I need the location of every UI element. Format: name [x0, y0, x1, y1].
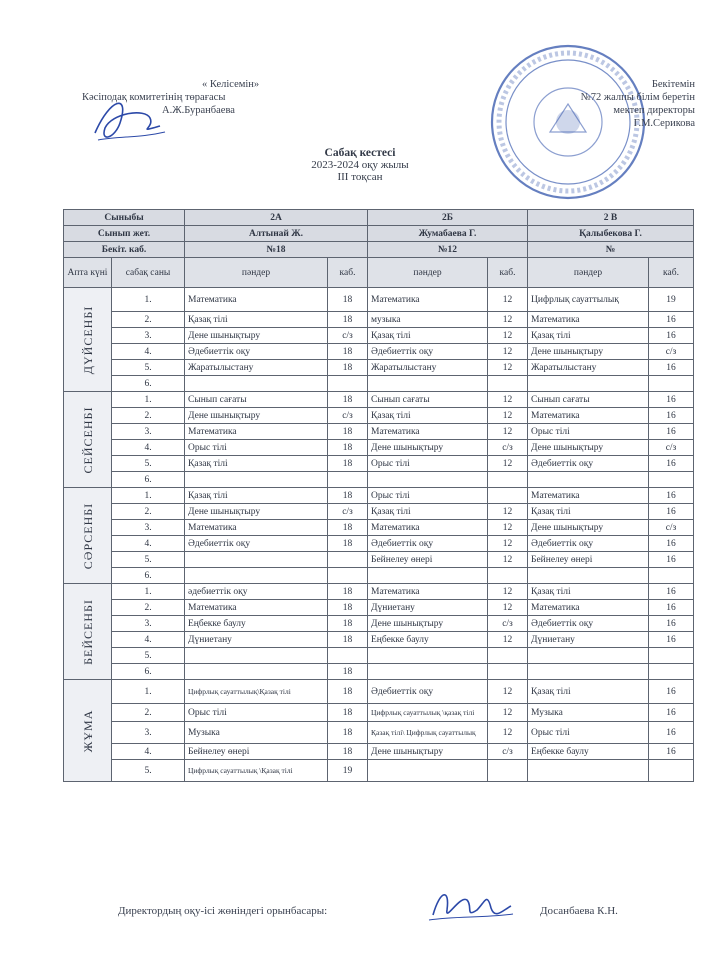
cab-2v: 16: [649, 408, 694, 424]
subject-2v: [528, 760, 649, 782]
cab-2v: 16: [649, 680, 694, 704]
cab-2v: 16: [649, 744, 694, 760]
subject-2b: музыка: [368, 312, 488, 328]
cab-2b: [488, 568, 528, 584]
cab-2b: [488, 376, 528, 392]
cab-2a: 18: [328, 584, 368, 600]
lesson-number: 4.: [112, 632, 185, 648]
footer-position: Директордың оқу-ісі жөніндегі орынбасары:: [118, 905, 328, 917]
cab-2b: [488, 760, 528, 782]
schedule-row: [64, 568, 694, 584]
cab-2v: с/з: [649, 440, 694, 456]
cab-2a: 18: [328, 520, 368, 536]
subject-2v: Сынып сағаты: [528, 392, 649, 408]
cab-2b: [488, 648, 528, 664]
cab-2a: 18: [328, 536, 368, 552]
cab-2a: с/з: [328, 328, 368, 344]
cab-2v: 16: [649, 584, 694, 600]
cab-2v: 16: [649, 424, 694, 440]
subject-2v: Дене шынықтыру: [528, 520, 649, 536]
approval-left-line2: Кәсіподақ комитетінің төрағасы: [82, 92, 226, 103]
header-day: Апта күні: [64, 258, 112, 288]
day-cell: [64, 584, 112, 680]
cab-2a: [328, 648, 368, 664]
cab-2a: [328, 376, 368, 392]
header-class-2a: 2А: [185, 210, 368, 226]
cab-2v: [649, 568, 694, 584]
cab-2a: 18: [328, 360, 368, 376]
schedule-row: [64, 600, 694, 616]
subject-2a: Цифрлық сауаттылық\Қазақ тілі: [185, 680, 328, 704]
cab-2a: 18: [328, 424, 368, 440]
cab-2a: [328, 472, 368, 488]
lesson-number: 1.: [112, 288, 185, 312]
cab-2v: [649, 648, 694, 664]
subject-2v: Қазақ тілі: [528, 504, 649, 520]
cab-2a: 18: [328, 456, 368, 472]
lesson-number: 1.: [112, 392, 185, 408]
schedule-row: [64, 312, 694, 328]
lesson-number: 5.: [112, 648, 185, 664]
schedule-row: [64, 408, 694, 424]
cab-2v: 16: [649, 312, 694, 328]
signature-footer: [425, 880, 515, 930]
subject-2a: Дүниетану: [185, 632, 328, 648]
header-lesson-num: сабақ саны: [112, 258, 185, 288]
cab-2a: 18: [328, 600, 368, 616]
subject-2b: Еңбекке баулу: [368, 632, 488, 648]
lesson-number: 1.: [112, 584, 185, 600]
day-label: СЕЙСЕНБІ: [80, 406, 95, 473]
cab-2v: 16: [649, 616, 694, 632]
subject-2v: [528, 376, 649, 392]
subject-2v: Дене шынықтыру: [528, 440, 649, 456]
header-class-2b: 2Б: [368, 210, 528, 226]
cab-2v: [649, 472, 694, 488]
subject-2a: [185, 472, 328, 488]
lesson-number: 2.: [112, 600, 185, 616]
subject-2b: Сынып сағаты: [368, 392, 488, 408]
header-subject-2a: пәндер: [185, 258, 328, 288]
cab-2b: 12: [488, 536, 528, 552]
teacher-2v: Қалыбекова Г.: [528, 226, 694, 242]
day-label: СӘРСЕНБІ: [80, 502, 95, 569]
subject-2a: Әдебиеттік оқу: [185, 536, 328, 552]
lesson-number: 5.: [112, 760, 185, 782]
schedule-row: [64, 360, 694, 376]
subject-2b: [368, 472, 488, 488]
subject-2b: Дене шынықтыру: [368, 440, 488, 456]
room-2a: №18: [185, 242, 368, 258]
header-class-label: Сыныбы: [64, 210, 185, 226]
cab-2v: 16: [649, 600, 694, 616]
subject-2v: Математика: [528, 600, 649, 616]
lesson-number: 6.: [112, 376, 185, 392]
subject-2a: [185, 648, 328, 664]
schedule-row: [64, 472, 694, 488]
subject-2a: Математика: [185, 600, 328, 616]
header-subject-2b: пәндер: [368, 258, 488, 288]
subject-2a: Дене шынықтыру: [185, 328, 328, 344]
subject-2b: [368, 376, 488, 392]
cab-2v: 16: [649, 552, 694, 568]
subject-2v: Әдебиеттік оқу: [528, 536, 649, 552]
schedule-row: [64, 344, 694, 360]
title-year: 2023-2024 оқу жылы: [311, 159, 409, 171]
header-teacher-label: Сынып жет.: [64, 226, 185, 242]
cab-2v: 16: [649, 536, 694, 552]
teacher-2a: Алтынай Ж.: [185, 226, 368, 242]
subject-2b: Әдебиеттік оқу: [368, 344, 488, 360]
cab-2b: [488, 472, 528, 488]
header-cab-2v: каб.: [649, 258, 694, 288]
cab-2a: 18: [328, 440, 368, 456]
cab-2b: 12: [488, 288, 528, 312]
lesson-number: 5.: [112, 456, 185, 472]
subject-2a: Жаратылыстану: [185, 360, 328, 376]
lesson-number: 2.: [112, 504, 185, 520]
lesson-number: 5.: [112, 552, 185, 568]
schedule-row: [64, 648, 694, 664]
header-cab-2b: каб.: [488, 258, 528, 288]
lesson-number: 3.: [112, 520, 185, 536]
cab-2a: 18: [328, 288, 368, 312]
cab-2v: 16: [649, 632, 694, 648]
cab-2a: [328, 552, 368, 568]
subject-2a: Орыс тілі: [185, 704, 328, 722]
lesson-number: 2.: [112, 704, 185, 722]
cab-2v: 16: [649, 360, 694, 376]
title-term: ІІІ тоқсан: [337, 171, 383, 183]
lesson-number: 1.: [112, 680, 185, 704]
lesson-number: 3.: [112, 616, 185, 632]
cab-2a: 19: [328, 760, 368, 782]
cab-2b: 12: [488, 344, 528, 360]
room-2b: №12: [368, 242, 528, 258]
header-room-label: Бекіт. каб.: [64, 242, 185, 258]
schedule-row: [64, 456, 694, 472]
day-cell: [64, 288, 112, 392]
approval-right: [470, 78, 695, 130]
lesson-number: 6.: [112, 664, 185, 680]
schedule-row: [64, 504, 694, 520]
room-2v: №: [528, 242, 694, 258]
cab-2a: 18: [328, 488, 368, 504]
lesson-number: 3.: [112, 722, 185, 744]
cab-2v: 16: [649, 392, 694, 408]
cab-2a: 18: [328, 312, 368, 328]
cab-2b: 12: [488, 504, 528, 520]
header-row-teacher: [64, 226, 694, 242]
subject-2v: Қазақ тілі: [528, 584, 649, 600]
subject-2v: Жаратылыстану: [528, 360, 649, 376]
cab-2b: 12: [488, 722, 528, 744]
subject-2a: Математика: [185, 424, 328, 440]
day-cell: [64, 488, 112, 584]
subject-2b: [368, 648, 488, 664]
schedule-row: [64, 440, 694, 456]
subject-2v: Орыс тілі: [528, 424, 649, 440]
subject-2a: Қазақ тілі: [185, 312, 328, 328]
approval-left: [82, 78, 302, 117]
cab-2a: 18: [328, 616, 368, 632]
subject-2a: Бейнелеу өнері: [185, 744, 328, 760]
cab-2v: 16: [649, 704, 694, 722]
subject-2b: Әдебиеттік оқу: [368, 536, 488, 552]
cab-2v: 19: [649, 288, 694, 312]
subject-2v: [528, 472, 649, 488]
subject-2a: Дене шынықтыру: [185, 408, 328, 424]
lesson-number: 4.: [112, 440, 185, 456]
subject-2b: [368, 568, 488, 584]
approval-left-line1: « Келісемін»: [202, 79, 260, 90]
subject-2a: [185, 664, 328, 680]
cab-2b: 12: [488, 312, 528, 328]
cab-2v: 16: [649, 488, 694, 504]
approval-right-line2: №72 жалпы білім беретін: [580, 92, 695, 103]
cab-2b: 12: [488, 408, 528, 424]
header-row-class: [64, 210, 694, 226]
schedule-row: [64, 328, 694, 344]
schedule-row: [64, 584, 694, 600]
cab-2v: [649, 760, 694, 782]
cab-2b: с/з: [488, 616, 528, 632]
schedule-row: [64, 744, 694, 760]
subject-2v: Орыс тілі: [528, 722, 649, 744]
schedule-row: [64, 488, 694, 504]
schedule-row: [64, 536, 694, 552]
cab-2v: 16: [649, 504, 694, 520]
subject-2v: Еңбекке баулу: [528, 744, 649, 760]
schedule-row: [64, 520, 694, 536]
subject-2v: Математика: [528, 312, 649, 328]
cab-2b: 12: [488, 600, 528, 616]
cab-2b: 12: [488, 632, 528, 648]
cab-2b: 12: [488, 704, 528, 722]
cab-2v: 16: [649, 328, 694, 344]
subject-2a: [185, 568, 328, 584]
title-main: Сабақ кестесі: [324, 147, 396, 159]
cab-2a: 18: [328, 744, 368, 760]
subject-2a: Қазақ тілі: [185, 488, 328, 504]
subject-2v: Математика: [528, 488, 649, 504]
subject-2b: Дене шынықтыру: [368, 616, 488, 632]
schedule-row: [64, 424, 694, 440]
lesson-number: 4.: [112, 744, 185, 760]
subject-2a: Дене шынықтыру: [185, 504, 328, 520]
subject-2b: [368, 760, 488, 782]
subject-2v: Қазақ тілі: [528, 328, 649, 344]
lesson-number: 3.: [112, 424, 185, 440]
cab-2a: 18: [328, 632, 368, 648]
cab-2a: 18: [328, 704, 368, 722]
subject-2v: [528, 664, 649, 680]
schedule-row: [64, 552, 694, 568]
cab-2b: 12: [488, 680, 528, 704]
document-title: [0, 147, 720, 183]
lesson-number: 4.: [112, 344, 185, 360]
approval-right-line1: Бекітемін: [651, 79, 695, 90]
header-class-2v: 2 В: [528, 210, 694, 226]
day-cell: [64, 392, 112, 488]
cab-2a: 18: [328, 664, 368, 680]
subject-2b: Математика: [368, 520, 488, 536]
cab-2b: [488, 488, 528, 504]
schedule-row: [64, 722, 694, 744]
cab-2b: 12: [488, 456, 528, 472]
cab-2b: 12: [488, 424, 528, 440]
schedule-table: [63, 209, 694, 782]
subject-2a: Математика: [185, 288, 328, 312]
cab-2b: 12: [488, 360, 528, 376]
header-row-room: [64, 242, 694, 258]
day-label: БЕЙСЕНБІ: [80, 598, 95, 665]
footer-name: Досанбаева К.Н.: [540, 905, 618, 917]
subject-2b: Қазақ тілі: [368, 408, 488, 424]
cab-2a: [328, 568, 368, 584]
cab-2b: [488, 664, 528, 680]
subject-2v: Музыка: [528, 704, 649, 722]
schedule-row: [64, 664, 694, 680]
day-label: ДҮЙСЕНБІ: [80, 305, 95, 374]
day-cell: [64, 680, 112, 782]
schedule-row: [64, 704, 694, 722]
cab-2v: 16: [649, 456, 694, 472]
subject-2a: [185, 376, 328, 392]
lesson-number: 1.: [112, 488, 185, 504]
subject-2v: Дүниетану: [528, 632, 649, 648]
schedule-row: [64, 632, 694, 648]
subject-2b: Әдебиеттік оқу: [368, 680, 488, 704]
subject-2b: Математика: [368, 288, 488, 312]
schedule-row: [64, 616, 694, 632]
cab-2b: 12: [488, 552, 528, 568]
lesson-number: 3.: [112, 328, 185, 344]
subject-2b: Жаратылыстану: [368, 360, 488, 376]
schedule-row: [64, 376, 694, 392]
cab-2b: 12: [488, 392, 528, 408]
cab-2b: 12: [488, 520, 528, 536]
cab-2v: с/з: [649, 344, 694, 360]
subject-2b: Орыс тілі: [368, 488, 488, 504]
subject-2b: Дене шынықтыру: [368, 744, 488, 760]
lesson-number: 2.: [112, 408, 185, 424]
subject-2v: [528, 648, 649, 664]
subject-2a: Сынып сағаты: [185, 392, 328, 408]
subject-2v: Әдебиеттік оқу: [528, 616, 649, 632]
lesson-number: 2.: [112, 312, 185, 328]
header-row-columns: [64, 258, 694, 288]
lesson-number: 6.: [112, 472, 185, 488]
cab-2a: 18: [328, 722, 368, 744]
subject-2v: Әдебиеттік оқу: [528, 456, 649, 472]
schedule-row: [64, 392, 694, 408]
subject-2v: Математика: [528, 408, 649, 424]
subject-2v: Қазақ тілі: [528, 680, 649, 704]
subject-2b: Қазақ тілі: [368, 504, 488, 520]
lesson-number: 6.: [112, 568, 185, 584]
approval-left-line3: А.Ж.Буранбаева: [162, 105, 235, 116]
subject-2a: Математика: [185, 520, 328, 536]
subject-2a: Цифрлық сауаттылық \Қазақ тілі: [185, 760, 328, 782]
cab-2v: [649, 376, 694, 392]
approval-right-line4: Г.М.Серикова: [633, 118, 695, 129]
cab-2v: [649, 664, 694, 680]
subject-2a: [185, 552, 328, 568]
subject-2a: Орыс тілі: [185, 440, 328, 456]
schedule-row: [64, 680, 694, 704]
subject-2a: Еңбекке баулу: [185, 616, 328, 632]
schedule-row: [64, 288, 694, 312]
schedule-row: [64, 760, 694, 782]
cab-2v: с/з: [649, 520, 694, 536]
subject-2a: әдебиеттік оқу: [185, 584, 328, 600]
cab-2b: с/з: [488, 744, 528, 760]
header-cab-2a: каб.: [328, 258, 368, 288]
subject-2b: Математика: [368, 424, 488, 440]
teacher-2b: Жумабаева Г.: [368, 226, 528, 242]
cab-2v: 16: [649, 722, 694, 744]
subject-2b: Орыс тілі: [368, 456, 488, 472]
lesson-number: 5.: [112, 360, 185, 376]
subject-2b: Цифрлық сауаттылық \қазақ тілі: [368, 704, 488, 722]
cab-2b: 12: [488, 328, 528, 344]
subject-2v: Дене шынықтыру: [528, 344, 649, 360]
subject-2b: Дүниетану: [368, 600, 488, 616]
cab-2b: с/з: [488, 440, 528, 456]
subject-2a: Қазақ тілі: [185, 456, 328, 472]
subject-2b: [368, 664, 488, 680]
lesson-number: 4.: [112, 536, 185, 552]
subject-2a: Музыка: [185, 722, 328, 744]
day-label: ЖҰМА: [80, 709, 95, 752]
approval-right-line3: мектеп директоры: [613, 105, 695, 116]
cab-2b: 12: [488, 584, 528, 600]
subject-2v: Бейнелеу өнері: [528, 552, 649, 568]
subject-2b: Қазақ тілі\ Цифрлық сауаттылық: [368, 722, 488, 744]
cab-2a: 18: [328, 344, 368, 360]
subject-2v: Цифрлық сауаттылық: [528, 288, 649, 312]
subject-2b: Математика: [368, 584, 488, 600]
subject-2a: Әдебиеттік оқу: [185, 344, 328, 360]
cab-2a: 18: [328, 680, 368, 704]
subject-2b: Бейнелеу өнері: [368, 552, 488, 568]
subject-2b: Қазақ тілі: [368, 328, 488, 344]
subject-2v: [528, 568, 649, 584]
cab-2a: с/з: [328, 504, 368, 520]
cab-2a: 18: [328, 392, 368, 408]
header-subject-2v: пәндер: [528, 258, 649, 288]
cab-2a: с/з: [328, 408, 368, 424]
